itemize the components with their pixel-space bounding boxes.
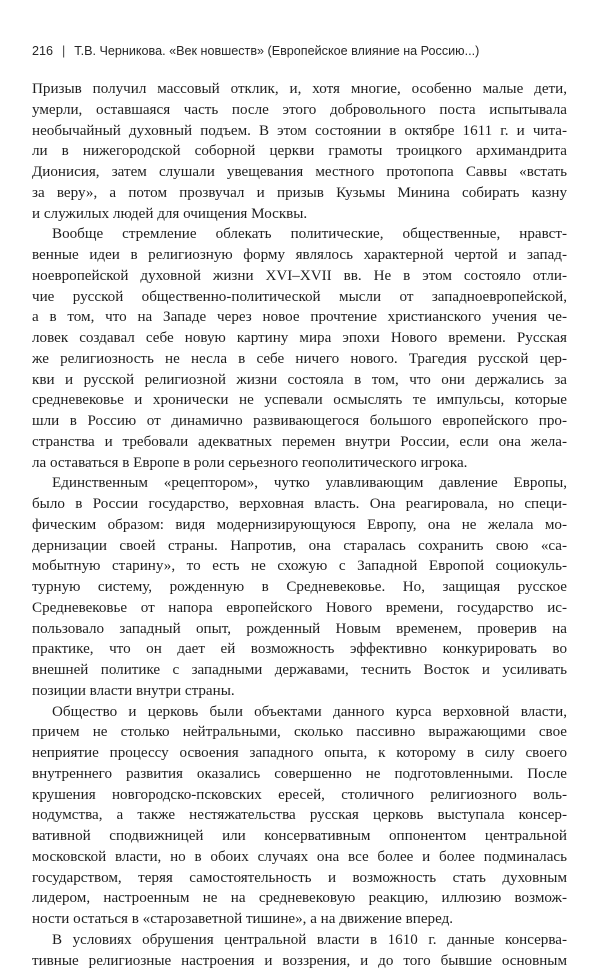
text-line: причем не столько нейтральными, сколько пассивно выражающими свое <box>32 722 567 743</box>
text-line: внешней политике с западными державами, теснить Восток и усиливать <box>32 660 567 681</box>
header-separator: | <box>62 44 65 58</box>
text-line: средневековье и хронически не успевали осмыслять те импульсы, которые <box>32 390 567 411</box>
body-text <box>32 79 567 971</box>
paragraph <box>32 702 567 930</box>
text-line: же религиозность не несла в себе ничего нового. Трагедия русской цер- <box>32 349 567 370</box>
text-line: ноевропейской духовной жизни XVI–XVII вв. Не в этом состояло отли- <box>32 266 567 287</box>
paragraph <box>32 930 567 971</box>
text-line: позиции власти внутри страны. <box>32 681 567 702</box>
running-header <box>32 44 479 58</box>
text-line: за веру», а потом прозвучал и призыв Кузьмы Минина собирать казну <box>32 183 567 204</box>
running-title: Т.В. Черникова. «Век новшеств» (Европейское влияние на Россию...) <box>74 44 479 58</box>
text-line: Призыв получил массовый отклик, и, хотя многие, особенно малые дети, <box>32 79 567 100</box>
text-line: чие русской общественно-политической мысли от западноевропейской, <box>32 287 567 308</box>
text-line: московской власти, но в обоих случаях она все более и более подминалась <box>32 847 567 868</box>
text-line: умерли, оставшаяся часть после этого добровольного поста испытывала <box>32 100 567 121</box>
text-line: необычайный духовный подъем. В этом состоянии в октябре 1611 г. и чита- <box>32 121 567 142</box>
text-line: фическим образом: видя модернизирующуюся Европу, она не желала мо- <box>32 515 567 536</box>
text-line: шли в Россию от динамично развивающегося большого европейского про- <box>32 411 567 432</box>
text-line: Дионисия, затем слушали увещевания местного протопопа Саввы «встать <box>32 162 567 183</box>
text-line: ли в нижегородской соборной церкви грамоты троицкого архимандрита <box>32 141 567 162</box>
paragraph <box>32 473 567 701</box>
text-line: было в России государство, верховная власть. Она реагировала, но специ- <box>32 494 567 515</box>
page-number: 216 <box>32 44 53 58</box>
text-line: Единственным «рецептором», чутко улавливающим давление Европы, <box>32 473 567 494</box>
text-line: венные идеи в религиозную форму являлось характерной чертой и запад- <box>32 245 567 266</box>
text-line: крушения новгородско-псковских ересей, столичного религиозного воль- <box>32 785 567 806</box>
text-line: практике, что он дает ей возможность эффективно конкурировать во <box>32 639 567 660</box>
text-line: мобытную старину», то есть не схожую с Западной Европой социокуль- <box>32 556 567 577</box>
text-line: дернизации своей страны. Напротив, она старалась сохранить свою «са- <box>32 536 567 557</box>
text-line: а в том, что на Западе через новое прочтение христианского учения че- <box>32 307 567 328</box>
text-line: ности остаться в «старозаветной тишине», а на движение вперед. <box>32 909 567 930</box>
paragraph <box>32 224 567 473</box>
text-line: турную систему, рожденную в Средневековье. Но, защищая русское <box>32 577 567 598</box>
text-line: кви и русской религиозной жизни состояла в том, что они держались за <box>32 370 567 391</box>
text-line: ла оставаться в Европе в роли серьезного геополитического игрока. <box>32 453 567 474</box>
text-line: Вообще стремление облекать политические, общественные, нравст- <box>32 224 567 245</box>
text-line: нодумства, а также нестяжательства русская церковь выступала консер- <box>32 805 567 826</box>
text-line: внутреннего развития оказались совершенно не подготовленными. После <box>32 764 567 785</box>
text-line: пользовало западный опыт, рожденный Новым временем, проверив на <box>32 619 567 640</box>
text-line: ловек создавал себе новую картину мира эпохи Нового времени. Русская <box>32 328 567 349</box>
text-line: странства и требовали адекватных перемен внутри России, если она жела- <box>32 432 567 453</box>
text-line: Средневековье от напора европейского Нового времени, государство ис- <box>32 598 567 619</box>
text-line: Общество и церковь были объектами данного курса верховной власти, <box>32 702 567 723</box>
text-line: государством, теряя самостоятельность и возможность стать духовным <box>32 868 567 889</box>
text-line: лидером, настроенным не на средневековую реакцию, иллюзию возмож- <box>32 888 567 909</box>
text-line: тивные религиозные настроения и воззрения, и до того бывшие основным <box>32 951 567 971</box>
text-line: и служилых людей для очищения Москвы. <box>32 204 567 225</box>
text-line: неприятие процессу освоения западного опыта, к которому в силу своего <box>32 743 567 764</box>
text-line: вативной сподвижницей или консервативным оппонентом центральной <box>32 826 567 847</box>
paragraph <box>32 79 567 224</box>
text-line: В условиях обрушения центральной власти в 1610 г. данные консерва- <box>32 930 567 951</box>
